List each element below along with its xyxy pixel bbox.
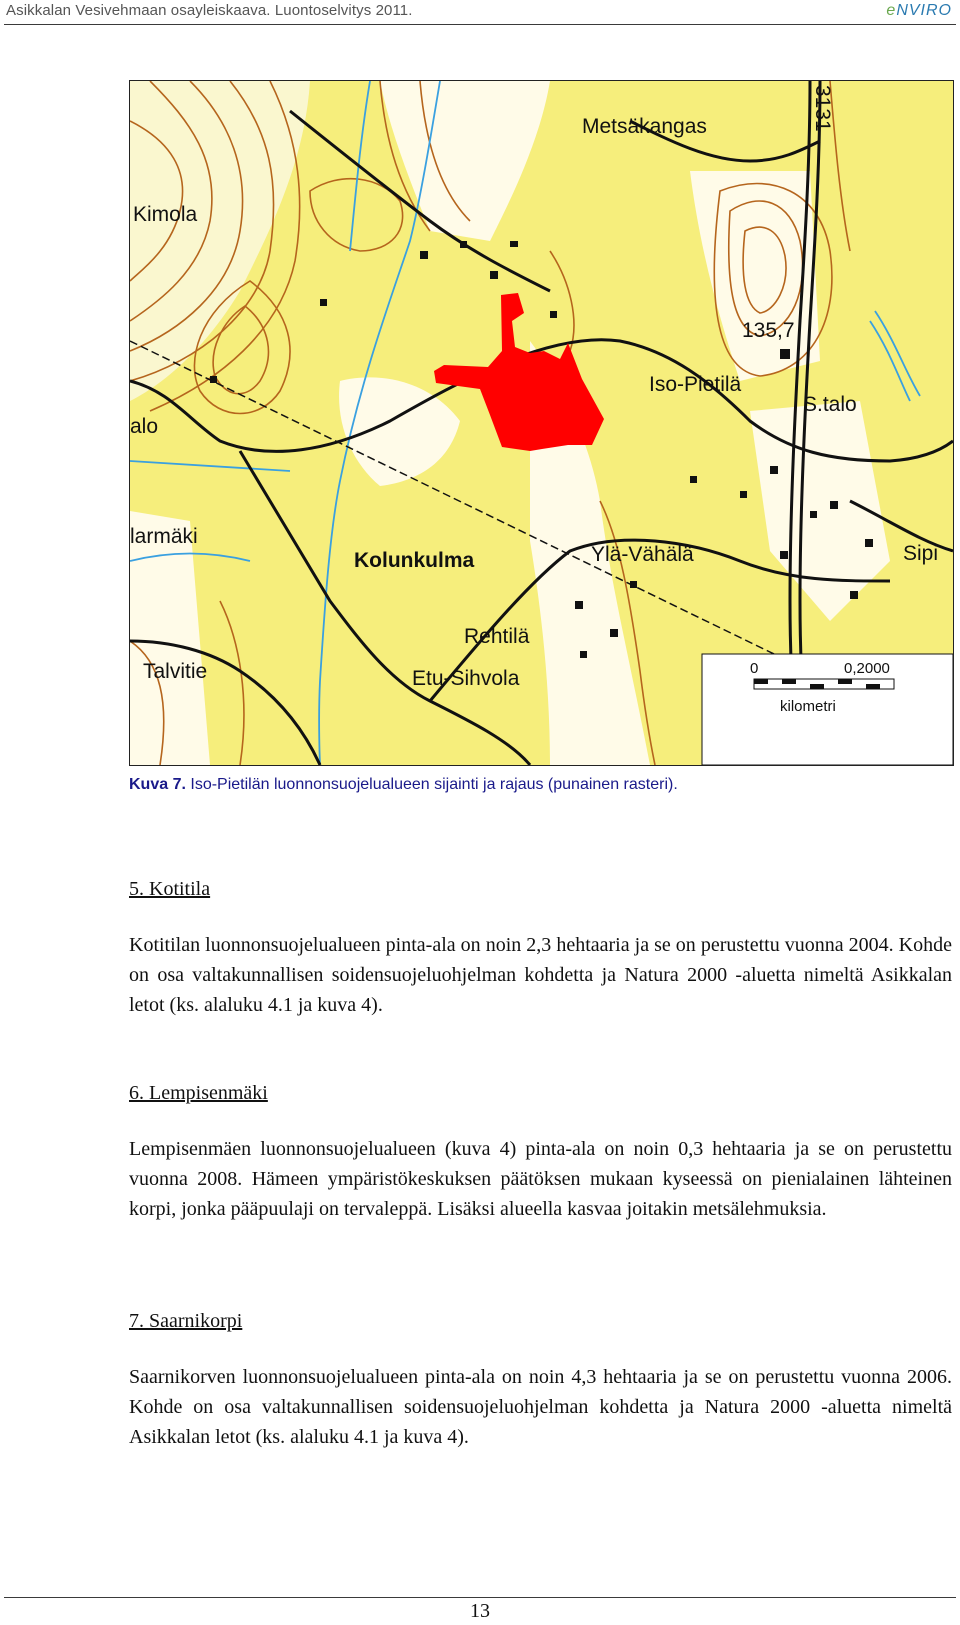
map-label: alo (130, 415, 159, 438)
scale-end: 0,2000 (844, 660, 890, 677)
map-label: Talvitie (143, 660, 208, 683)
map-label: Metsäkangas (582, 115, 707, 138)
map-label: S.talo (803, 393, 857, 416)
page-header (0, 0, 960, 26)
map-label: Iso-Pietilä (649, 373, 742, 396)
topographic-map (130, 81, 953, 765)
header-divider (4, 24, 956, 25)
section-heading: 5. Kotitila (129, 878, 211, 900)
map-label: Etu-Sihvola (412, 667, 520, 690)
figure-caption (129, 776, 678, 794)
section-paragraph: Lempisenmäen luonnonsuojelualueen (kuva 4) pinta-ala on noin 0,3 hehtaaria ja se on perustettu vuonna 2008. Hämeen ympäristökeskuksen päätöksen mukaan kyseessä on pienialainen lähteinen korpi, jonka pääpuulaji on tervaleppä. Lisäksi alueella kasvaa joitakin metsälehmuksia. (129, 1138, 952, 1220)
section-paragraph: Saarnikorven luonnonsuojelualueen pinta-ala on noin 4,3 hehtaaria ja se on perustettu vuonna 2006. Kohde on osa valtakunnallisen soidensuojeluohjelman kohdetta ja Natura 2000 -aluetta nimeltä Asikkalan letot (ks. alaluku 4.1 ja kuva 4). (129, 1366, 952, 1448)
section-paragraph: Kotitilan luonnonsuojelualueen pinta-ala on noin 2,3 hehtaaria ja se on perustettu vuonna 2004. Kohde on osa valtakunnallisen soidensuojeluohjelman kohdetta ja Natura 2000 -aluetta nimeltä Asikkalan letot (ks. alaluku 4.1 ja kuva 4). (129, 934, 952, 1016)
map-figure (129, 80, 954, 766)
map-label: Kolunkulma (354, 549, 475, 572)
map-label: 135,7 (742, 319, 795, 342)
map-label: larmäki (130, 525, 198, 548)
scale-unit: kilometri (780, 698, 836, 715)
map-label: 3131 (811, 85, 834, 132)
map-label: Rehtilä (464, 625, 530, 648)
scale-bar (702, 654, 953, 765)
map-label: Kimola (133, 203, 198, 226)
section-heading: 6. Lempisenmäki (129, 1082, 268, 1104)
document-title: Asikkalan Vesivehmaan osayleiskaava. Luontoselvitys 2011. (6, 2, 413, 19)
section-heading: 7. Saarnikorpi (129, 1310, 243, 1332)
map-label: Ylä-Vähälä (591, 543, 694, 566)
map-label: Sipi (903, 542, 939, 565)
scale-start: 0 (750, 660, 759, 677)
enviro-logo: eNVIRO (886, 2, 952, 19)
caption-text: Iso-Pietilän luonnonsuojelualueen sijainti ja rajaus (punainen rasteri). (185, 776, 678, 793)
footer-divider (4, 1597, 956, 1598)
page-number: 13 (470, 1600, 490, 1622)
caption-label: Kuva 7. (129, 776, 186, 793)
